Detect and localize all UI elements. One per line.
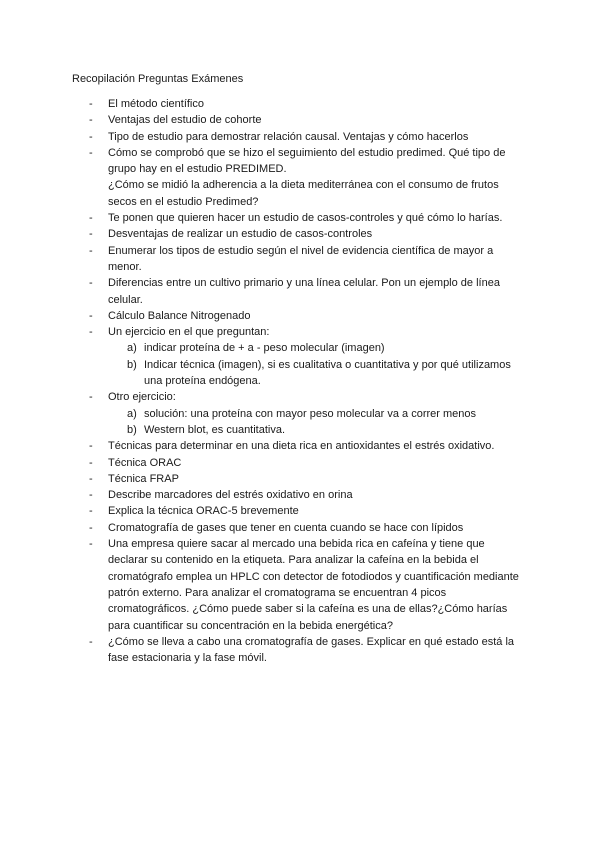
list-item <box>72 389 532 405</box>
list-item-text: Cromatografía de gases que tener en cuenta cuando se hace con lípidos <box>108 521 464 534</box>
list-item-text: cromatográficos. ¿Cómo puede saber si la cafeína es una de ellas?¿Cómo harías <box>108 603 508 616</box>
bullet-dash: - <box>89 98 93 110</box>
list-item <box>72 536 532 634</box>
sub-item-text: una proteína endógena. <box>144 375 261 388</box>
list-item-text: Desventajas de realizar un estudio de casos-controles <box>108 228 373 241</box>
list-item-text: Técnica FRAP <box>108 472 179 485</box>
list-item <box>72 634 532 667</box>
list-item <box>72 324 532 340</box>
list-item-text: ¿Cómo se midió la adherencia a la dieta mediterránea con el consumo de frutos <box>108 179 499 192</box>
question-list <box>72 96 532 666</box>
list-item <box>72 243 532 276</box>
sub-item-text: Indicar técnica (imagen), si es cualitativa o cuantitativa y por qué utilizamos <box>144 358 511 371</box>
sub-item-marker: b) <box>127 358 137 371</box>
list-item <box>72 210 532 226</box>
list-item-text: menor. <box>108 260 142 273</box>
list-item-text: Ventajas del estudio de cohorte <box>108 114 262 127</box>
sub-item-marker: a) <box>127 407 137 420</box>
list-item-text: Te ponen que quieren hacer un estudio de casos-controles y qué cómo lo harías. <box>108 212 503 225</box>
document-title: Recopilación Preguntas Exámenes <box>72 73 244 85</box>
sub-item-marker: a) <box>127 342 137 355</box>
list-item-text: Cálculo Balance Nitrogenado <box>108 309 251 322</box>
list-item-text: declarar su contenido en la etiqueta. Para analizar la cafeína en la bebida el <box>108 554 479 567</box>
bullet-dash: - <box>89 212 93 225</box>
list-item <box>72 275 532 308</box>
list-item-text: patrón externo. Para analizar el cromatograma se encuentran 4 picos <box>108 586 447 599</box>
list-item <box>72 520 532 536</box>
bullet-dash: - <box>89 505 93 518</box>
sub-item <box>72 422 532 438</box>
list-item-text: fase estacionaria y la fase móvil. <box>108 652 267 665</box>
list-item-text: Una empresa quiere sacar al mercado una bebida rica en cafeína y tiene que <box>108 538 485 551</box>
list-item-text: Explica la técnica ORAC-5 brevemente <box>108 505 299 518</box>
list-item-text: para cuantificar su concentración en la bebida energética? <box>108 619 393 632</box>
list-item-text: grupo hay en el estudio PREDIMED. <box>108 163 287 176</box>
list-item-text: secos en el estudio Predimed? <box>108 195 259 208</box>
bullet-dash: - <box>89 521 93 534</box>
list-item-text: Un ejercicio en el que preguntan: <box>108 326 270 339</box>
list-item <box>72 129 532 145</box>
sub-item-text: Western blot, es cuantitativa. <box>144 423 286 436</box>
bullet-dash: - <box>89 456 93 469</box>
list-item <box>72 487 532 503</box>
bullet-dash: - <box>89 228 93 241</box>
list-item-text: Técnicas para determinar en una dieta rica en antioxidantes el estrés oxidativo. <box>108 440 495 453</box>
bullet-dash: - <box>89 114 93 127</box>
bullet-dash: - <box>89 244 93 257</box>
list-item-text: Tipo de estudio para demostrar relación causal. Ventajas y cómo hacerlos <box>108 130 469 143</box>
list-item <box>72 96 532 112</box>
list-item-text: Otro ejercicio: <box>108 391 176 404</box>
list-item-text: Cómo se comprobó que se hizo el seguimiento del estudio predimed. Qué tipo de <box>108 146 506 159</box>
list-item-text: cromatógrafo emplea un HPLC con detector de fotodiodos y cuantificación mediante <box>108 570 519 583</box>
bullet-dash: - <box>89 130 93 143</box>
list-item-text: celular. <box>108 293 143 306</box>
sub-item <box>72 406 532 422</box>
bullet-dash: - <box>89 146 93 159</box>
bullet-dash: - <box>89 489 93 502</box>
list-item <box>72 438 532 454</box>
sub-item <box>72 357 532 390</box>
list-item <box>72 455 532 471</box>
list-item-text: Diferencias entre un cultivo primario y una línea celular. Pon un ejemplo de línea <box>108 277 500 290</box>
bullet-dash: - <box>89 391 93 404</box>
list-item-text: Técnica ORAC <box>108 456 182 469</box>
bullet-dash: - <box>89 538 93 551</box>
list-item <box>72 471 532 487</box>
list-item-text: ¿Cómo se lleva a cabo una cromatografía de gases. Explicar en qué estado está la <box>108 635 515 648</box>
sub-item-text: indicar proteína de + a - peso molecular (imagen) <box>144 342 385 355</box>
bullet-dash: - <box>89 326 93 339</box>
sub-item <box>72 340 532 356</box>
bullet-dash: - <box>89 440 93 453</box>
sub-item-text: solución: una proteína con mayor peso molecular va a correr menos <box>144 407 477 420</box>
bullet-dash: - <box>89 277 93 290</box>
sub-item-marker: b) <box>127 423 137 436</box>
list-item <box>72 226 532 242</box>
list-item-text: El método científico <box>108 98 204 110</box>
list-item-text: Describe marcadores del estrés oxidativo en orina <box>108 489 353 502</box>
list-item <box>72 145 532 210</box>
list-item <box>72 308 532 324</box>
list-item-text: Enumerar los tipos de estudio según el nivel de evidencia científica de mayor a <box>108 244 494 257</box>
bullet-dash: - <box>89 472 93 485</box>
bullet-dash: - <box>89 309 93 322</box>
list-item <box>72 503 532 519</box>
bullet-dash: - <box>89 635 93 648</box>
list-item <box>72 112 532 128</box>
